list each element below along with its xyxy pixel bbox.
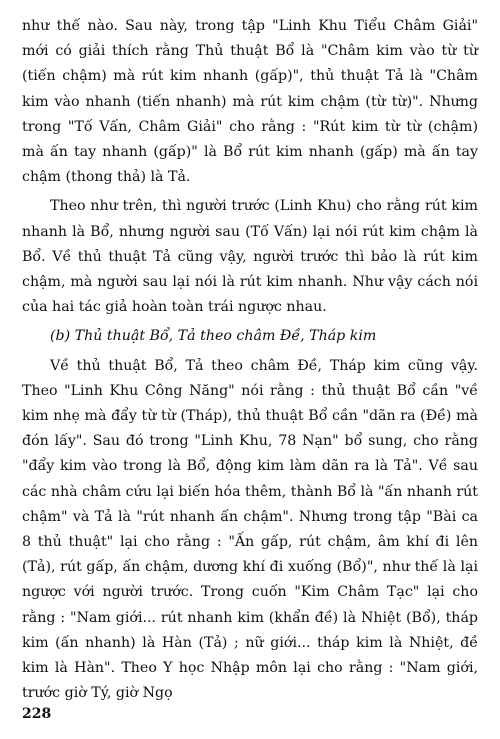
paragraph-1: như thế nào. Sau này, trong tập "Linh Khu Tiểu Châm Giải" mới có giải thích rằng Thủ thuật Bổ là "Châm kim vào từ từ (tiến chậm) mà rút kim nhanh (gấp)", thủ thuật Tả là "Châm kim vào nhanh (tiến nhanh) mà rút kim chậm (từ từ)". Nhưng trong "Tố Vấn, Châm Giải" cho rằng : "Rút kim từ từ (chậm) mà ấn tay nhanh (gấp)" là Bổ rút kim nhanh (gấp) mà ấn tay chậm (thong thả) là Tả. [22, 18, 478, 186]
section-heading: (b) Thủ thuật Bổ, Tả theo châm Đề, Tháp kim [50, 328, 377, 345]
body-text [22, 14, 478, 706]
paragraph-3: Về thủ thuật Bổ, Tả theo châm Đề, Tháp kim cũng vậy. Theo "Linh Khu Công Năng" nói rằng : thủ thuật Bổ cần "về kim nhẹ mà đẩy từ từ (Tháp), thủ thuật Bổ cần "dãn ra (Đề) mà đón lấy". Sau đó trong "Linh Khu, 78 Nạn" bổ sung, cho rằng "đẩy kim vào trong là Bổ, động kim làm dãn ra là Tả". Về sau các nhà châm cứu lại biến hóa thêm, thành Bổ là "ấn nhanh rút chậm" và Tả là "rút nhanh ấn chậm". Nhưng trong tập "Bài ca 8 thủ thuật" lại cho rằng : "Ấn gấp, rút chậm, âm khí đi lên (Tả), rút gấp, ấn chậm, dương khí đi xuống (Bổ)", như thế là lại ngược với người trước. Trong cuốn "Kim Châm Tạc" lại cho rằng : "Nam giới... rút nhanh kim (khẩn đề) là Nhiệt (Bổ), tháp kim (ấn nhanh) là Hàn (Tả) ; nữ giới... tháp kim là Nhiệt, đề kim là Hàn". Theo Y học Nhập môn lại cho rằng : "Nam giới, trước giờ Tý, giờ Ngọ [22, 357, 478, 702]
paragraph-2: Theo như trên, thì người trước (Linh Khu) cho rằng rút kim nhanh là Bổ, nhưng người sau (Tố Vấn) lại nói rút kim chậm là Bổ. Về thủ thuật Tả cũng vậy, người trước thì bảo là rút kim chậm, mà người sau lại nói là rút kim nhanh. Như vậy cách nói của hai tác giả hoàn toàn trái ngược nhau. [22, 198, 478, 316]
page-number: 228 [22, 706, 52, 722]
